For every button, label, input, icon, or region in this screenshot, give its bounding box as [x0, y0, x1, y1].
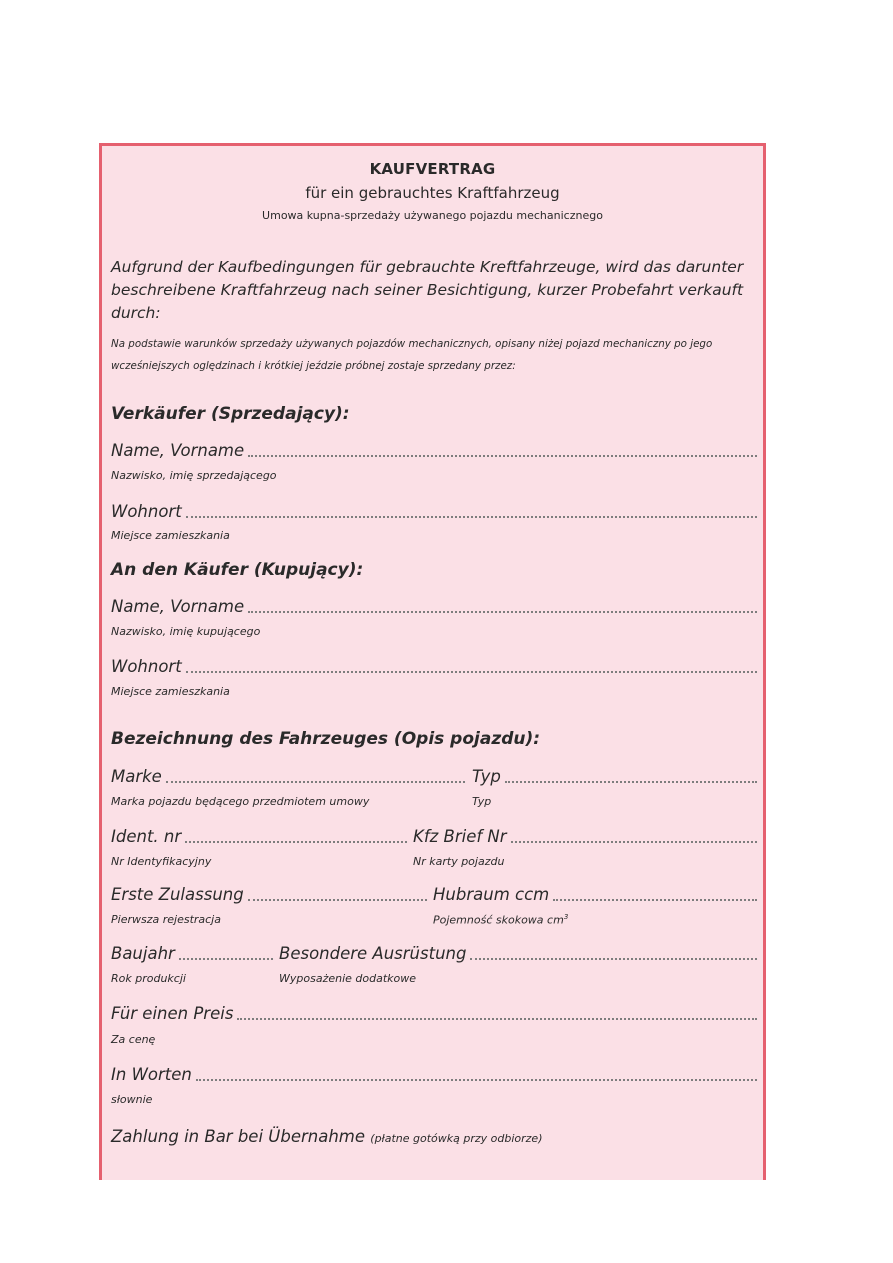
buyer-address-field[interactable] — [111, 656, 763, 678]
payment-label: Zahlung in Bar bei Übernahme — [111, 1127, 366, 1146]
seller-name-sub: Nazwisko, imię sprzedającego — [111, 469, 277, 482]
vehicle-capacity-sub — [433, 913, 568, 927]
document-title: KAUFVERTRAG — [369, 160, 496, 178]
vehicle-year-line[interactable] — [179, 958, 273, 960]
vehicle-brief-field[interactable] — [413, 826, 763, 848]
price-sub: Za cenę — [111, 1033, 156, 1046]
price-words-sub: słownie — [111, 1093, 153, 1106]
seller-address-sub: Miejsce zamieszkania — [111, 529, 230, 542]
vehicle-make-label: Marke — [111, 767, 162, 786]
vehicle-capacity-sub-sup: 3 — [563, 913, 569, 921]
vehicle-first-registration-sub: Pierwsza rejestracja — [111, 913, 221, 926]
vehicle-brief-line[interactable] — [511, 841, 757, 843]
price-words-line[interactable] — [196, 1079, 757, 1081]
buyer-name-sub: Nazwisko, imię kupującego — [111, 625, 261, 638]
vehicle-year-sub: Rok produkcji — [111, 972, 186, 985]
contract-form — [99, 143, 766, 1180]
price-words-field[interactable] — [111, 1064, 763, 1086]
vehicle-brief-sub: Nr karty pojazdu — [413, 855, 505, 868]
vehicle-make-field[interactable] — [111, 766, 471, 788]
buyer-name-label: Name, Vorname — [111, 597, 245, 616]
seller-name-line[interactable] — [248, 455, 757, 457]
vehicle-equipment-sub: Wyposażenie dodatkowe — [279, 972, 417, 985]
vehicle-capacity-sub-text: Pojemność skokowa cm — [433, 913, 564, 927]
seller-heading: Verkäufer (Sprzedający): — [111, 404, 350, 424]
payment-sub: (płatne gotówką przy odbiorze) — [370, 1132, 543, 1145]
vehicle-first-registration-line[interactable] — [248, 899, 427, 901]
buyer-address-sub: Miejsce zamieszkania — [111, 685, 230, 698]
price-field[interactable] — [111, 1003, 763, 1025]
vehicle-make-sub: Marka pojazdu będącego przedmiotem umowy — [111, 795, 370, 808]
vehicle-type-line[interactable] — [505, 781, 757, 783]
vehicle-make-line[interactable] — [166, 781, 465, 783]
document-subtitle-de: für ein gebrauchtes Kraftfahrzeug — [305, 184, 560, 202]
vehicle-ident-label: Ident. nr — [111, 827, 182, 846]
buyer-name-field[interactable] — [111, 596, 763, 618]
vehicle-year-field[interactable] — [111, 943, 279, 965]
seller-address-label: Wohnort — [111, 502, 182, 521]
price-words-label: In Worten — [111, 1065, 192, 1084]
vehicle-equipment-field[interactable] — [279, 943, 763, 965]
document-subtitle-pl: Umowa kupna-sprzedaży używanego pojazdu mechanicznego — [262, 209, 603, 222]
vehicle-ident-sub: Nr Identyfikacyjny — [111, 855, 212, 868]
seller-name-field[interactable] — [111, 440, 763, 462]
price-line[interactable] — [237, 1018, 757, 1020]
vehicle-type-field[interactable] — [472, 766, 763, 788]
vehicle-brief-label: Kfz Brief Nr — [413, 827, 507, 846]
seller-address-field[interactable] — [111, 501, 763, 523]
vehicle-type-sub: Typ — [472, 795, 492, 808]
vehicle-equipment-line[interactable] — [470, 958, 757, 960]
intro-text-de: Aufgrund der Kaufbedingungen für gebrauchte Kreftfahrzeuge, wird das darunter beschreibene Kraftfahrzeug nach seiner Besichtigung, kurzer Probefahrt verkauft durch: — [111, 258, 744, 322]
buyer-name-line[interactable] — [248, 611, 757, 613]
vehicle-first-registration-field[interactable] — [111, 884, 433, 906]
seller-address-line[interactable] — [186, 516, 757, 518]
vehicle-capacity-line[interactable] — [553, 899, 757, 901]
vehicle-ident-field[interactable] — [111, 826, 413, 848]
vehicle-heading: Bezeichnung des Fahrzeuges (Opis pojazdu): — [111, 729, 541, 749]
vehicle-first-registration-label: Erste Zulassung — [111, 885, 244, 904]
intro-text-pl: Na podstawie warunków sprzedaży używanych pojazdów mechanicznych, opisany niżej pojazd mechaniczny po jego wcześniejszych oględzinach i krótkiej jeździe próbnej zostaje sprzedany przez: — [111, 338, 713, 372]
buyer-heading: An den Käufer (Kupujący): — [111, 560, 364, 580]
vehicle-year-label: Baujahr — [111, 944, 175, 963]
seller-name-label: Name, Vorname — [111, 441, 245, 460]
price-label: Für einen Preis — [111, 1004, 234, 1023]
vehicle-capacity-field[interactable] — [433, 884, 763, 906]
payment-terms — [111, 1127, 542, 1146]
buyer-address-label: Wohnort — [111, 657, 182, 676]
vehicle-capacity-label: Hubraum ccm — [433, 885, 550, 904]
vehicle-ident-line[interactable] — [185, 841, 407, 843]
buyer-address-line[interactable] — [186, 671, 757, 673]
vehicle-equipment-label: Besondere Ausrüstung — [279, 944, 467, 963]
vehicle-type-label: Typ — [472, 767, 501, 786]
